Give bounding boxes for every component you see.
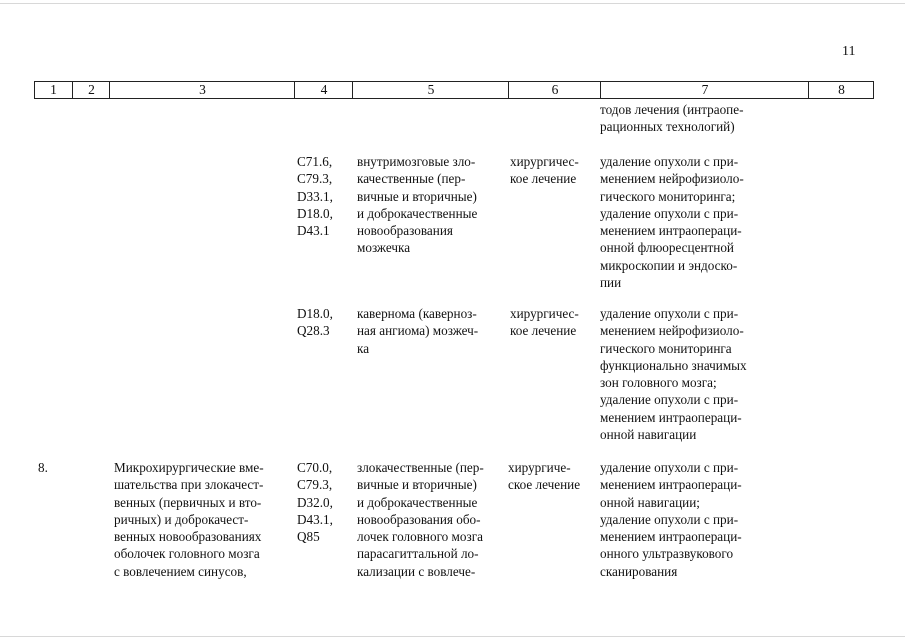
text-line: новообразования обо- — [357, 511, 481, 527]
text-line: удаление опухоли с при- — [600, 154, 739, 169]
text-line: гического мониторинга; — [600, 188, 736, 204]
icd-code: C79.3, — [297, 477, 333, 493]
header-col-4: 4 — [294, 82, 353, 98]
text-line: удаление опухоли с при- — [600, 460, 739, 475]
text-line: ричных) и доброкачест- — [114, 511, 249, 527]
icd-code: Q28.3 — [297, 323, 330, 339]
block-b-codes — [297, 305, 333, 340]
text-line: кое лечение — [510, 171, 577, 187]
text-line: удаление опухоли с при- — [600, 306, 739, 321]
block-c-method — [600, 459, 742, 580]
text-line: ка — [357, 340, 370, 356]
text-line: менением интраопераци- — [600, 409, 742, 425]
text-line: тодов лечения (интраопе- — [600, 102, 744, 117]
text-line: с вовлечением синусов, — [114, 563, 247, 579]
text-line: удаление опухоли с при- — [600, 205, 739, 221]
text-line: Микрохирургические вме- — [114, 460, 264, 475]
block-c-codes — [297, 459, 333, 545]
text-line: менением интраопераци- — [600, 477, 742, 493]
icd-code: C71.6, — [297, 154, 333, 169]
icd-code: C70.0, — [297, 460, 333, 475]
text-line: менением интраопераци- — [600, 529, 742, 545]
row-number: 8. — [38, 460, 48, 475]
icd-code: D32.0, — [297, 494, 333, 510]
header-col-6: 6 — [508, 82, 601, 98]
text-line: внутримозговые зло- — [357, 154, 476, 169]
text-line: онного ультразвукового — [600, 546, 734, 562]
block-a-codes — [297, 153, 333, 239]
icd-code: D43.1 — [297, 223, 330, 239]
text-line: ная ангиома) мозжеч- — [357, 323, 479, 339]
block-a-treatment — [510, 153, 579, 188]
text-line: зон головного мозга; — [600, 375, 717, 391]
block-c-treatment — [508, 459, 580, 494]
scan-artifact-top — [0, 3, 905, 4]
text-line: венных новообразованиях — [114, 529, 262, 545]
icd-code: D43.1, — [297, 511, 333, 527]
text-line: менением нейрофизиоло- — [600, 171, 744, 187]
icd-code: D33.1, — [297, 188, 333, 204]
table-header-row — [34, 81, 874, 99]
text-line: венных (первичных и вто- — [114, 494, 262, 510]
text-line: злокачественные (пер- — [357, 460, 484, 475]
text-line: кализации с вовлече- — [357, 563, 476, 579]
block-c-name — [114, 459, 264, 580]
header-col-3: 3 — [109, 82, 295, 98]
text-line: шательства при злокачест- — [114, 477, 264, 493]
header-col-8: 8 — [808, 82, 874, 98]
block-a-method — [600, 153, 744, 291]
text-line: удаление опухоли с при- — [600, 392, 739, 408]
text-line: оболочек головного мозга — [114, 546, 260, 562]
text-line: онной навигации — [600, 427, 697, 443]
text-line: рационных технологий) — [600, 119, 735, 135]
text-line: кавернома (каверноз- — [357, 306, 477, 321]
icd-code: C79.3, — [297, 171, 333, 187]
text-line: и доброкачественные — [357, 494, 478, 510]
text-line: гического мониторинга — [600, 340, 732, 356]
text-line: онной флюоресцентной — [600, 240, 734, 256]
text-line: ское лечение — [508, 477, 581, 493]
text-line: сканирования — [600, 563, 678, 579]
block-a-model — [357, 153, 477, 257]
block-b-treatment — [510, 305, 579, 340]
text-line: пии — [600, 275, 622, 291]
text-line: менением интраопераци- — [600, 223, 742, 239]
text-line: функционально значимых — [600, 357, 747, 373]
block-c-model — [357, 459, 484, 580]
text-line: вичные и вторичные) — [357, 477, 477, 493]
page-number: 11 — [842, 44, 856, 59]
icd-code: D18.0, — [297, 306, 333, 321]
text-line: вичные и вторичные) — [357, 188, 477, 204]
text-line: мозжечка — [357, 240, 411, 256]
col7-continuation — [600, 101, 778, 136]
text-line: и доброкачественные — [357, 205, 478, 221]
text-line: хирургиче- — [508, 460, 571, 475]
icd-code: Q85 — [297, 529, 320, 545]
icd-code: D18.0, — [297, 205, 333, 221]
text-line: хирургичес- — [510, 306, 579, 321]
header-col-2: 2 — [72, 82, 110, 98]
header-col-1: 1 — [50, 82, 57, 97]
text-line: кое лечение — [510, 323, 577, 339]
text-line: новообразования — [357, 223, 453, 239]
scan-artifact-bottom — [0, 636, 905, 637]
text-line: удаление опухоли с при- — [600, 511, 739, 527]
block-b-model — [357, 305, 478, 357]
block-b-method — [600, 305, 747, 443]
text-line: онной навигации; — [600, 494, 700, 510]
text-line: парасагиттальной ло- — [357, 546, 479, 562]
text-line: лочек головного мозга — [357, 529, 483, 545]
header-col-5: 5 — [352, 82, 509, 98]
text-line: хирургичес- — [510, 154, 579, 169]
text-line: микроскопии и эндоско- — [600, 257, 738, 273]
text-line: качественные (пер- — [357, 171, 466, 187]
header-col-7: 7 — [600, 82, 809, 98]
text-line: менением нейрофизиоло- — [600, 323, 744, 339]
